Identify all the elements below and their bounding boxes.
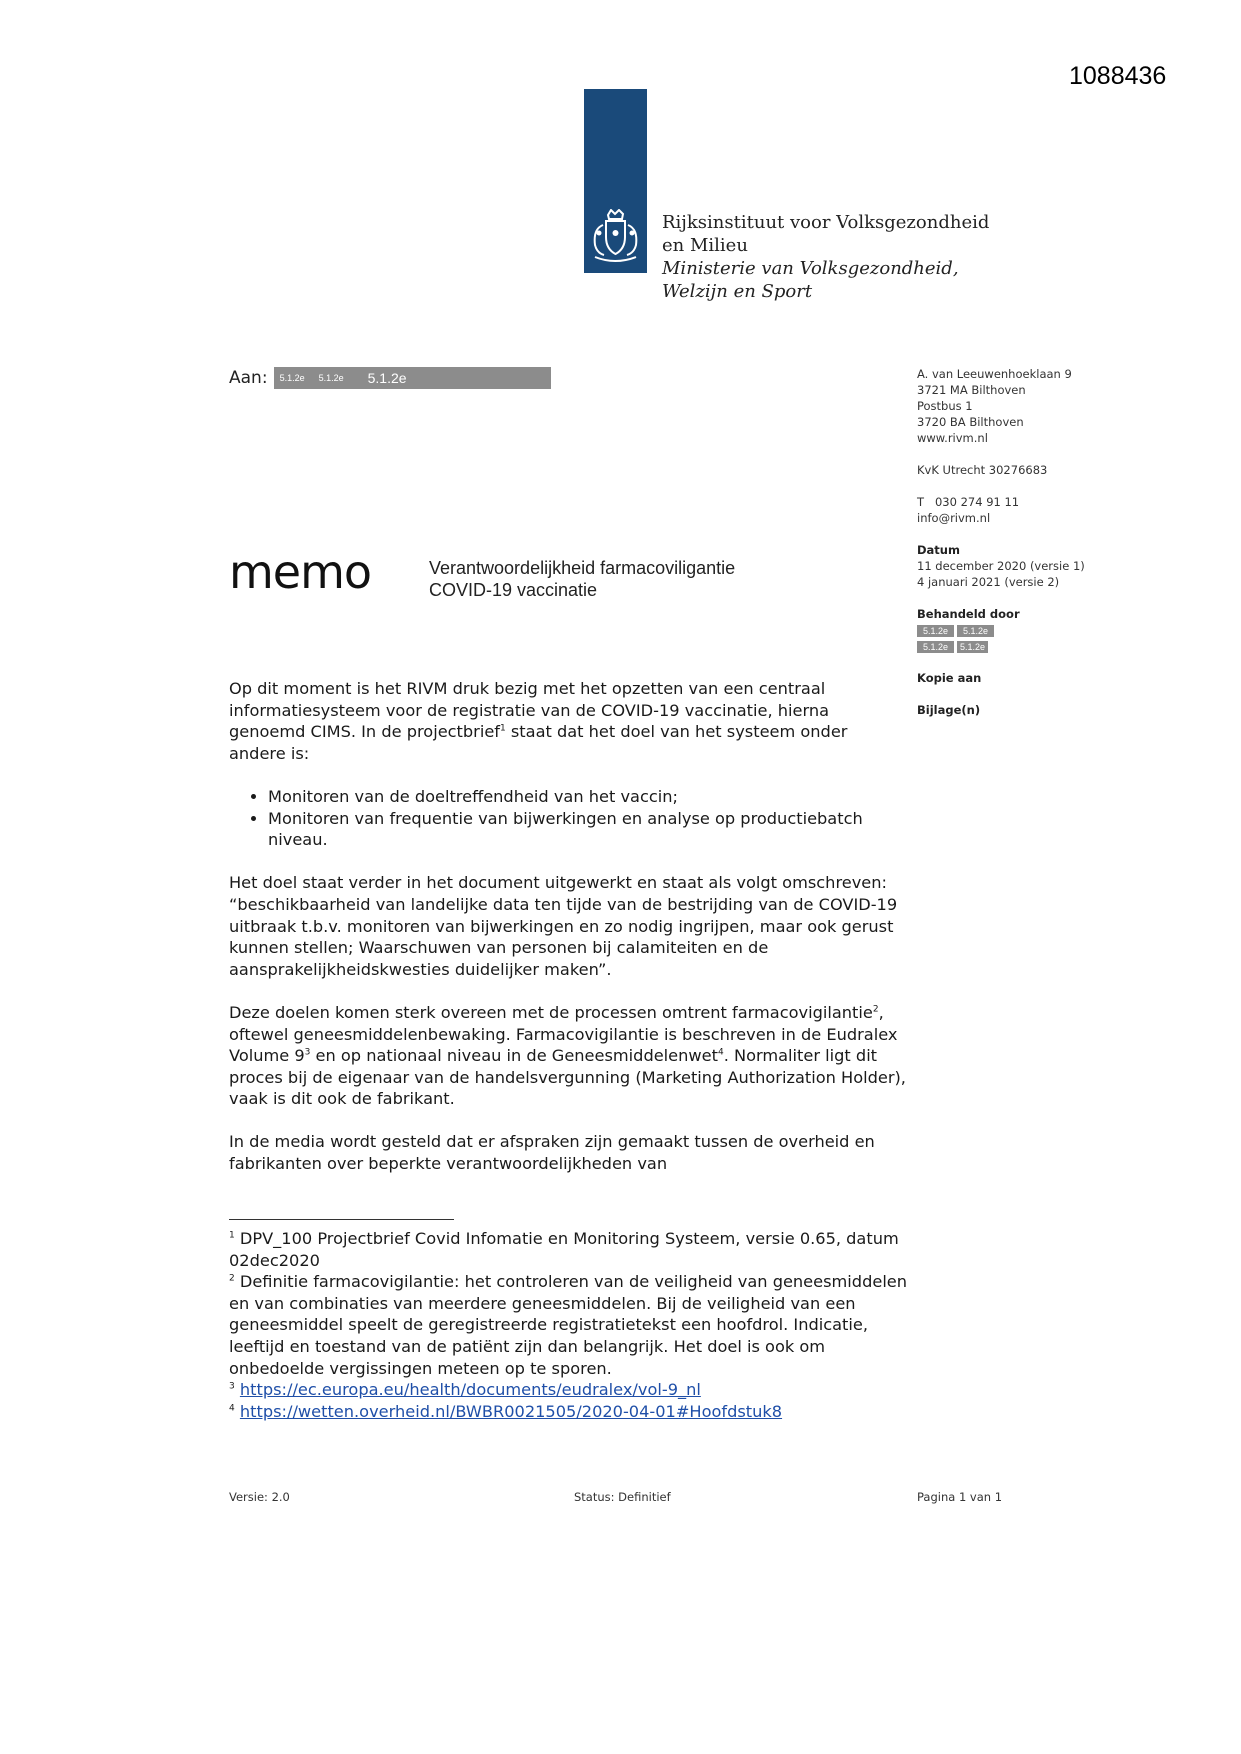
paragraph: Deze doelen komen sterk overeen met de processen omtrent farmacovigilantie$^2$, oftewel geneesmiddelenbewaking. Farmacovigilantie is beschreven in de Eudralex Volume $9^3$ en op nationaal niveau in de Geneesmiddelenwet$^4$. Normaliter ligt dit proces bij de eigenaar van de handelsvergunning (Marketing Authorization Holder), vaak is dit ook de fabrikant.	[229, 1002, 906, 1109]
document-number: 1088436	[1069, 62, 1167, 90]
list-item: • Monitoren van frequentie van bijwerkingen en analyse op productiebatch niveau.	[268, 808, 909, 851]
footnote-ref: 3	[304, 1047, 311, 1058]
website-link[interactable]: www.rivm.nl	[917, 431, 988, 445]
royal-crest-icon	[589, 209, 642, 265]
kvk-number: KvK Utrecht 30276683	[917, 463, 1048, 477]
address-line: A. van Leeuwenhoeklaan 9	[917, 367, 1072, 381]
organization-name	[662, 211, 989, 303]
address-line: 3720 BA Bilthoven	[917, 415, 1024, 429]
org-name-line2: en Milieu	[662, 235, 748, 256]
sender-details	[917, 366, 1137, 718]
handled-by-redactions	[917, 638, 1137, 654]
redaction-code: 5.1.2e	[917, 625, 954, 637]
memo-heading: memo	[229, 545, 372, 599]
paragraph: Op dit moment is het RIVM druk bezig met het opzetten van een centraal informatiesysteem voor de registratie van de COVID-19 vaccinatie, hierna genoemd CIMS. In de projectbrief$^1$ staat dat het doel van het systeem onder andere is:	[229, 679, 848, 763]
footer-version: Versie: 2.0	[229, 1490, 290, 1504]
recipient-line	[229, 367, 551, 389]
paragraph: In de media wordt gesteld dat er afspraken zijn gemaakt tussen de overheid en fabrikanten over beperkte verantwoordelijkheden van	[229, 1132, 875, 1174]
footnote: $^3$ https://ec.europa.eu/health/documents/eudralex/vol-9_nl	[229, 1380, 701, 1400]
footnote-divider	[229, 1219, 454, 1220]
memo-body	[229, 678, 909, 1196]
ministry-name-line2: Welzijn en Sport	[662, 281, 813, 302]
date-label: Datum	[917, 543, 960, 557]
footer-status: Status: Definitief	[574, 1490, 671, 1504]
footnote: $^1$ DPV_100 Projectbrief Covid Infomatie en Monitoring Systeem, versie 0.65, datum 02dec2020	[229, 1229, 899, 1270]
attachments-label: Bijlage(n)	[917, 703, 981, 717]
paragraph: Het doel staat verder in het document uitgewerkt en staat als volgt omschreven: “beschikbaarheid van landelijke data ten tijde van de bestrijding van de COVID-19 uitbraak t.b.v. monitoren van bijwerkingen en zo nodig ingrijpen, maar ook gerust kunnen stellen; Waarschuwen van personen bij calamiteiten en de aansprakelijkheidskwesties duidelijker maken”.	[229, 873, 898, 979]
address-line: 3721 MA Bilthoven	[917, 383, 1026, 397]
footer-page-number: Pagina 1 van 1	[917, 1490, 1003, 1504]
footnote-ref: 4	[717, 1047, 724, 1058]
phone-number: T 030 274 91 11	[917, 495, 1020, 509]
date-version-1: 11 december 2020 (versie 1)	[917, 559, 1085, 573]
recipient-label: Aan:	[229, 368, 268, 388]
footnotes	[229, 1228, 909, 1422]
ministry-name-line1: Ministerie van Volksgezondheid,	[662, 258, 959, 279]
footnote: $^2$ Definitie farmacovigilantie: het controleren van de veiligheid van geneesmiddelen en van combinaties van meerdere geneesmiddelen. Bij de veiligheid van een geneesmiddel speelt de geregistreerde registratietekst een hoofdrol. Indicatie, leeftijd en toestand van de patiënt zijn dan belangrijk. Het doel is ook om onbedoelde vergissingen meteen op te sporen.	[229, 1272, 908, 1378]
goals-list	[229, 786, 909, 851]
memo-subject	[429, 557, 735, 601]
geneesmiddelenwet-link[interactable]: https://wetten.overheid.nl/BWBR0021505/2020-04-01#Hoofdstuk8	[239, 1401, 783, 1421]
memo-subject-line2: COVID-19 vaccinatie	[429, 580, 598, 600]
redaction-code: 5.1.2e	[318, 373, 344, 383]
footnote-ref: 1	[499, 723, 506, 734]
date-version-2: 4 januari 2021 (versie 2)	[917, 575, 1060, 589]
address-line: Postbus 1	[917, 399, 973, 413]
redaction-code: 5.1.2e	[367, 370, 407, 386]
list-item: • Monitoren van de doeltreffendheid van het vaccin;	[268, 786, 909, 808]
footnote: $^4$ https://wetten.overheid.nl/BWBR0021505/2020-04-01#Hoofdstuk8	[229, 1401, 783, 1421]
copy-to-label: Kopie aan	[917, 671, 982, 685]
redaction-code: 5.1.2e	[279, 373, 305, 383]
email-address[interactable]: info@rivm.nl	[917, 511, 991, 525]
redaction-code: 5.1.2e	[957, 625, 994, 637]
memo-subject-line1: Verantwoordelijkheid farmacoviligantie	[429, 558, 736, 578]
government-logo-bar	[584, 89, 647, 273]
redaction-code: 5.1.2e	[957, 641, 988, 653]
handled-by-redactions	[917, 622, 1137, 638]
recipient-redaction	[274, 367, 551, 389]
footnote-ref: 2	[872, 1004, 879, 1015]
handled-by-label: Behandeld door	[917, 607, 1020, 621]
org-name-line1: Rijksinstituut voor Volksgezondheid	[662, 212, 990, 233]
eudralex-link[interactable]: https://ec.europa.eu/health/documents/eudralex/vol-9_nl	[239, 1380, 701, 1400]
redaction-code: 5.1.2e	[917, 641, 954, 653]
